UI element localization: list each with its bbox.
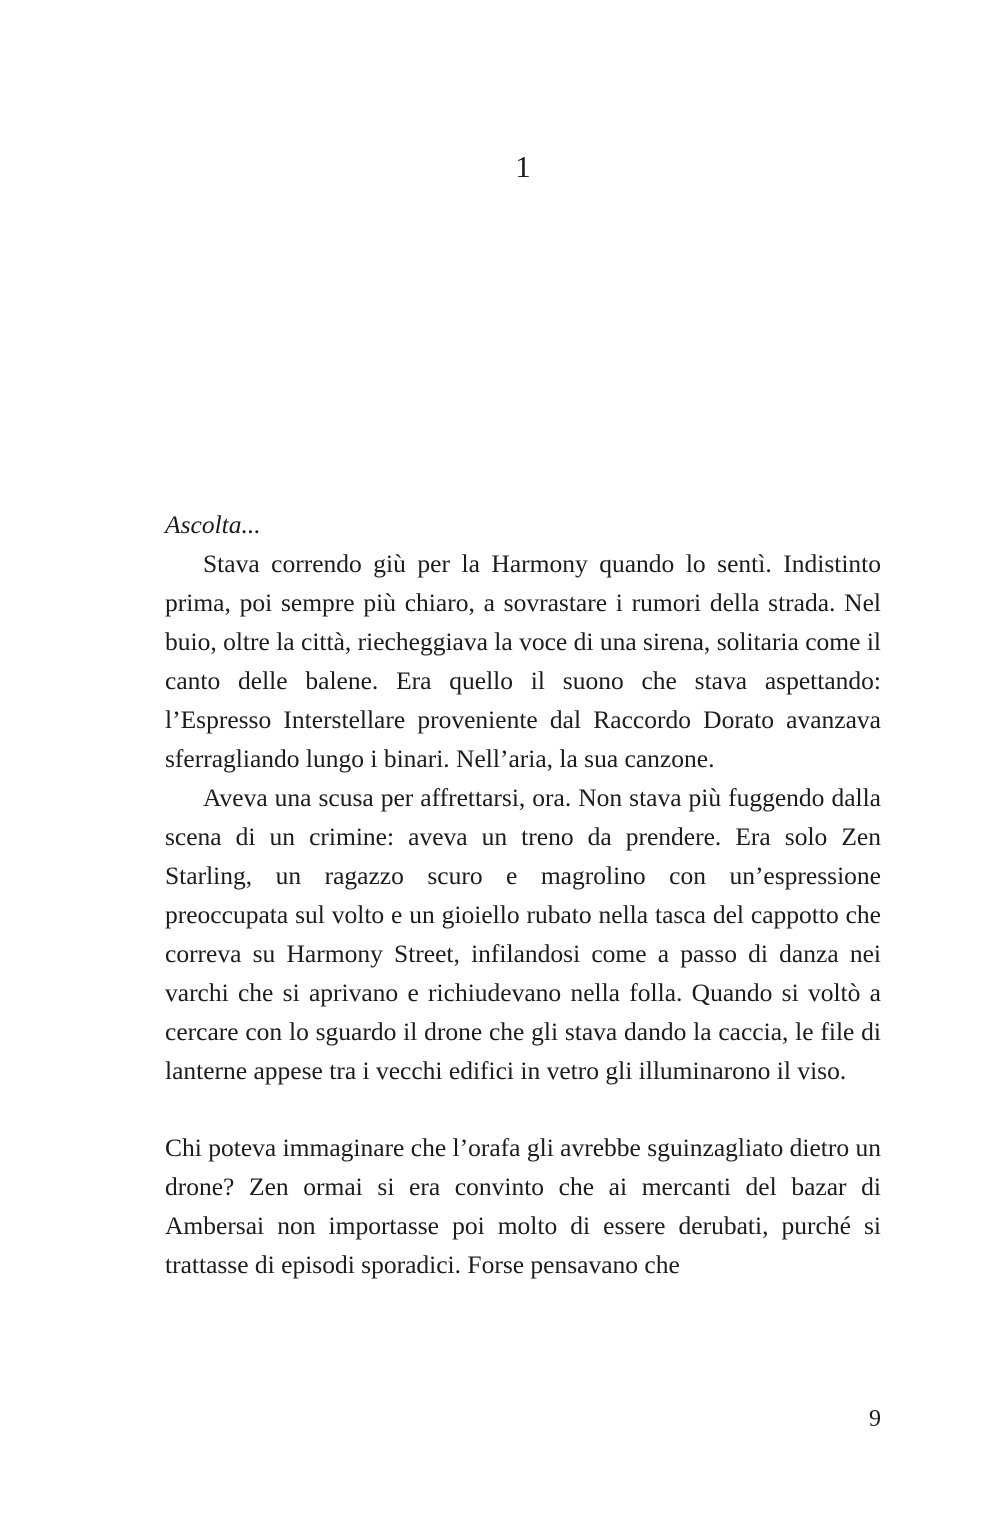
page-number: 9 [869, 1406, 881, 1432]
body-text [165, 505, 881, 1284]
paragraph: Stava correndo giù per la Harmony quando lo sentì. Indistinto prima, poi sempre più chiaro, a sovrastare i rumori della strada. Nel buio, oltre la città, riecheggiava la voce di una sirena, solitaria come il canto delle balene. Era quello il suono che stava aspettando: l’Espresso Interstellare proveniente dal Raccordo Dorato avanzava sferragliando lungo i binari. Nell’aria, la sua canzone. [165, 549, 881, 773]
paragraph: Chi poteva immaginare che l’orafa gli avrebbe sguinzagliato dietro un drone? Zen ormai si era convinto che ai mercanti del bazar di Ambersai non importasse poi molto di essere derubati, purché si trattasse di episodi sporadici. Forse pensavano che [165, 1133, 881, 1279]
chapter-number: 1 [515, 149, 531, 184]
paragraph-opening: Ascolta... [165, 510, 261, 539]
paragraph: Aveva una scusa per affrettarsi, ora. Non stava più fuggendo dalla scena di un crimine: aveva un treno da prendere. Era solo Zen Starling, un ragazzo scuro e magrolino con un’espressione preoccupata sul volto e un gioiello rubato nella tasca del cappotto che correva su Harmony Street, infilandosi come a passo di danza nei varchi che si aprivano e richiudevano nella folla. Quando si voltò a cercare con lo sguardo il drone che gli stava dando la caccia, le file di lanterne appese tra i vecchi edifici in vetro gli illuminarono il viso. [165, 783, 881, 1085]
